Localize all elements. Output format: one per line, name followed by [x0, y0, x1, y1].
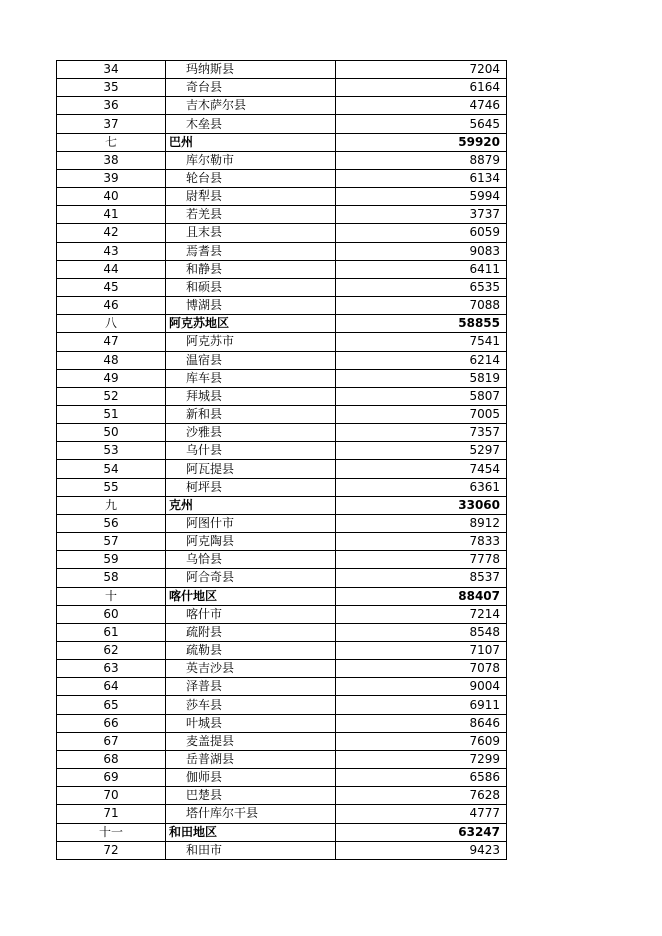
row-number-cell[interactable]: 56: [57, 514, 166, 532]
region-name-cell[interactable]: 英吉沙县: [166, 660, 336, 678]
region-name-cell[interactable]: 库车县: [166, 369, 336, 387]
row-number-cell[interactable]: 十一: [57, 823, 166, 841]
row-number-cell[interactable]: 55: [57, 478, 166, 496]
row-number-cell[interactable]: 十: [57, 587, 166, 605]
region-name-cell[interactable]: 伽师县: [166, 769, 336, 787]
region-name-cell[interactable]: 乌恰县: [166, 551, 336, 569]
value-cell[interactable]: 7541: [336, 333, 507, 351]
region-name-cell[interactable]: 焉耆县: [166, 242, 336, 260]
region-name-cell[interactable]: 阿克陶县: [166, 533, 336, 551]
table-row[interactable]: [57, 750, 507, 768]
table-row[interactable]: [57, 242, 507, 260]
row-number-cell[interactable]: 54: [57, 460, 166, 478]
row-number-cell[interactable]: 65: [57, 696, 166, 714]
value-cell[interactable]: 7299: [336, 750, 507, 768]
value-cell[interactable]: 5807: [336, 387, 507, 405]
table-row[interactable]: [57, 642, 507, 660]
value-cell[interactable]: 4746: [336, 97, 507, 115]
value-cell[interactable]: 6134: [336, 169, 507, 187]
table-row[interactable]: [57, 405, 507, 423]
value-cell[interactable]: 6361: [336, 478, 507, 496]
region-name-cell[interactable]: 奇台县: [166, 79, 336, 97]
table-row[interactable]: [57, 115, 507, 133]
value-cell[interactable]: 6911: [336, 696, 507, 714]
value-cell[interactable]: 3737: [336, 206, 507, 224]
table-row[interactable]: [57, 660, 507, 678]
value-cell[interactable]: 7609: [336, 732, 507, 750]
value-cell[interactable]: 8548: [336, 623, 507, 641]
row-number-cell[interactable]: 52: [57, 387, 166, 405]
row-number-cell[interactable]: 58: [57, 569, 166, 587]
value-cell[interactable]: 6059: [336, 224, 507, 242]
table-row[interactable]: [57, 169, 507, 187]
region-name-cell[interactable]: 尉犁县: [166, 188, 336, 206]
row-number-cell[interactable]: 51: [57, 405, 166, 423]
table-row[interactable]: [57, 224, 507, 242]
region-name-cell[interactable]: 温宿县: [166, 351, 336, 369]
region-name-cell[interactable]: 玛纳斯县: [166, 61, 336, 79]
row-number-cell[interactable]: 41: [57, 206, 166, 224]
value-cell[interactable]: 6214: [336, 351, 507, 369]
region-name-cell[interactable]: 克州: [166, 496, 336, 514]
table-row[interactable]: [57, 79, 507, 97]
table-row[interactable]: [57, 278, 507, 296]
value-cell[interactable]: 7214: [336, 605, 507, 623]
table-row[interactable]: [57, 841, 507, 859]
table-row[interactable]: [57, 551, 507, 569]
row-number-cell[interactable]: 45: [57, 278, 166, 296]
row-number-cell[interactable]: 49: [57, 369, 166, 387]
table-row[interactable]: [57, 369, 507, 387]
value-cell[interactable]: 7078: [336, 660, 507, 678]
value-cell[interactable]: 9083: [336, 242, 507, 260]
region-name-cell[interactable]: 库尔勒市: [166, 151, 336, 169]
value-cell[interactable]: 5819: [336, 369, 507, 387]
region-name-cell[interactable]: 麦盖提县: [166, 732, 336, 750]
table-row[interactable]: [57, 351, 507, 369]
region-name-cell[interactable]: 轮台县: [166, 169, 336, 187]
value-cell[interactable]: 7778: [336, 551, 507, 569]
table-row[interactable]: [57, 533, 507, 551]
row-number-cell[interactable]: 68: [57, 750, 166, 768]
table-row[interactable]: [57, 97, 507, 115]
region-name-cell[interactable]: 阿克苏地区: [166, 315, 336, 333]
table-row[interactable]: [57, 61, 507, 79]
region-name-cell[interactable]: 和硕县: [166, 278, 336, 296]
table-row[interactable]: [57, 696, 507, 714]
table-row[interactable]: [57, 769, 507, 787]
value-cell[interactable]: 6586: [336, 769, 507, 787]
region-name-cell[interactable]: 沙雅县: [166, 424, 336, 442]
row-number-cell[interactable]: 59: [57, 551, 166, 569]
row-number-cell[interactable]: 72: [57, 841, 166, 859]
row-number-cell[interactable]: 61: [57, 623, 166, 641]
row-number-cell[interactable]: 39: [57, 169, 166, 187]
table-group-row[interactable]: [57, 496, 507, 514]
value-cell[interactable]: 7107: [336, 642, 507, 660]
region-name-cell[interactable]: 疏勒县: [166, 642, 336, 660]
value-cell[interactable]: 6164: [336, 79, 507, 97]
value-cell[interactable]: 63247: [336, 823, 507, 841]
row-number-cell[interactable]: 50: [57, 424, 166, 442]
table-row[interactable]: [57, 424, 507, 442]
table-group-row[interactable]: [57, 587, 507, 605]
table-row[interactable]: [57, 787, 507, 805]
region-name-cell[interactable]: 泽普县: [166, 678, 336, 696]
row-number-cell[interactable]: 43: [57, 242, 166, 260]
region-name-cell[interactable]: 木垒县: [166, 115, 336, 133]
table-row[interactable]: [57, 478, 507, 496]
value-cell[interactable]: 7628: [336, 787, 507, 805]
value-cell[interactable]: 59920: [336, 133, 507, 151]
region-name-cell[interactable]: 柯坪县: [166, 478, 336, 496]
table-row[interactable]: [57, 605, 507, 623]
table-row[interactable]: [57, 714, 507, 732]
table-row[interactable]: [57, 297, 507, 315]
region-name-cell[interactable]: 乌什县: [166, 442, 336, 460]
value-cell[interactable]: 8912: [336, 514, 507, 532]
table-row[interactable]: [57, 333, 507, 351]
value-cell[interactable]: 5297: [336, 442, 507, 460]
region-name-cell[interactable]: 阿合奇县: [166, 569, 336, 587]
data-table: [56, 60, 507, 860]
table-row[interactable]: [57, 442, 507, 460]
region-name-cell[interactable]: 岳普湖县: [166, 750, 336, 768]
region-name-cell[interactable]: 博湖县: [166, 297, 336, 315]
row-number-cell[interactable]: 七: [57, 133, 166, 151]
value-cell[interactable]: 5994: [336, 188, 507, 206]
region-name-cell[interactable]: 和静县: [166, 260, 336, 278]
region-name-cell[interactable]: 喀什市: [166, 605, 336, 623]
table-row[interactable]: [57, 460, 507, 478]
table-row[interactable]: [57, 805, 507, 823]
row-number-cell[interactable]: 64: [57, 678, 166, 696]
value-cell[interactable]: 5645: [336, 115, 507, 133]
table-row[interactable]: [57, 514, 507, 532]
value-cell[interactable]: 8879: [336, 151, 507, 169]
value-cell[interactable]: 7833: [336, 533, 507, 551]
row-number-cell[interactable]: 36: [57, 97, 166, 115]
row-number-cell[interactable]: 60: [57, 605, 166, 623]
row-number-cell[interactable]: 40: [57, 188, 166, 206]
value-cell[interactable]: 7088: [336, 297, 507, 315]
region-name-cell[interactable]: 喀什地区: [166, 587, 336, 605]
value-cell[interactable]: 4777: [336, 805, 507, 823]
table-row[interactable]: [57, 623, 507, 641]
value-cell[interactable]: 9004: [336, 678, 507, 696]
row-number-cell[interactable]: 48: [57, 351, 166, 369]
value-cell[interactable]: 7204: [336, 61, 507, 79]
table-group-row[interactable]: [57, 823, 507, 841]
region-name-cell[interactable]: 阿图什市: [166, 514, 336, 532]
row-number-cell[interactable]: 八: [57, 315, 166, 333]
value-cell[interactable]: 7357: [336, 424, 507, 442]
table-row[interactable]: [57, 260, 507, 278]
region-name-cell[interactable]: 巴楚县: [166, 787, 336, 805]
row-number-cell[interactable]: 34: [57, 61, 166, 79]
value-cell[interactable]: 7005: [336, 405, 507, 423]
row-number-cell[interactable]: 九: [57, 496, 166, 514]
row-number-cell[interactable]: 37: [57, 115, 166, 133]
table-row[interactable]: [57, 569, 507, 587]
row-number-cell[interactable]: 38: [57, 151, 166, 169]
region-name-cell[interactable]: 阿克苏市: [166, 333, 336, 351]
region-name-cell[interactable]: 巴州: [166, 133, 336, 151]
region-name-cell[interactable]: 叶城县: [166, 714, 336, 732]
row-number-cell[interactable]: 70: [57, 787, 166, 805]
value-cell[interactable]: 88407: [336, 587, 507, 605]
region-name-cell[interactable]: 莎车县: [166, 696, 336, 714]
table-row[interactable]: [57, 387, 507, 405]
value-cell[interactable]: 8646: [336, 714, 507, 732]
region-name-cell[interactable]: 和田市: [166, 841, 336, 859]
region-name-cell[interactable]: 和田地区: [166, 823, 336, 841]
row-number-cell[interactable]: 46: [57, 297, 166, 315]
region-name-cell[interactable]: 阿瓦提县: [166, 460, 336, 478]
value-cell[interactable]: 7454: [336, 460, 507, 478]
row-number-cell[interactable]: 67: [57, 732, 166, 750]
row-number-cell[interactable]: 63: [57, 660, 166, 678]
row-number-cell[interactable]: 62: [57, 642, 166, 660]
table-row[interactable]: [57, 206, 507, 224]
row-number-cell[interactable]: 47: [57, 333, 166, 351]
region-name-cell[interactable]: 疏附县: [166, 623, 336, 641]
value-cell[interactable]: 33060: [336, 496, 507, 514]
table-body: [57, 61, 507, 860]
row-number-cell[interactable]: 66: [57, 714, 166, 732]
row-number-cell[interactable]: 53: [57, 442, 166, 460]
value-cell[interactable]: 6411: [336, 260, 507, 278]
region-name-cell[interactable]: 吉木萨尔县: [166, 97, 336, 115]
row-number-cell[interactable]: 69: [57, 769, 166, 787]
value-cell[interactable]: 58855: [336, 315, 507, 333]
table-row[interactable]: [57, 151, 507, 169]
table-group-row[interactable]: [57, 133, 507, 151]
row-number-cell[interactable]: 42: [57, 224, 166, 242]
table-row[interactable]: [57, 188, 507, 206]
row-number-cell[interactable]: 57: [57, 533, 166, 551]
value-cell[interactable]: 6535: [336, 278, 507, 296]
table-row[interactable]: [57, 732, 507, 750]
table-group-row[interactable]: [57, 315, 507, 333]
region-name-cell[interactable]: 塔什库尔干县: [166, 805, 336, 823]
row-number-cell[interactable]: 44: [57, 260, 166, 278]
value-cell[interactable]: 9423: [336, 841, 507, 859]
region-name-cell[interactable]: 新和县: [166, 405, 336, 423]
region-name-cell[interactable]: 拜城县: [166, 387, 336, 405]
region-name-cell[interactable]: 若羌县: [166, 206, 336, 224]
row-number-cell[interactable]: 35: [57, 79, 166, 97]
region-name-cell[interactable]: 且末县: [166, 224, 336, 242]
value-cell[interactable]: 8537: [336, 569, 507, 587]
table-row[interactable]: [57, 678, 507, 696]
row-number-cell[interactable]: 71: [57, 805, 166, 823]
